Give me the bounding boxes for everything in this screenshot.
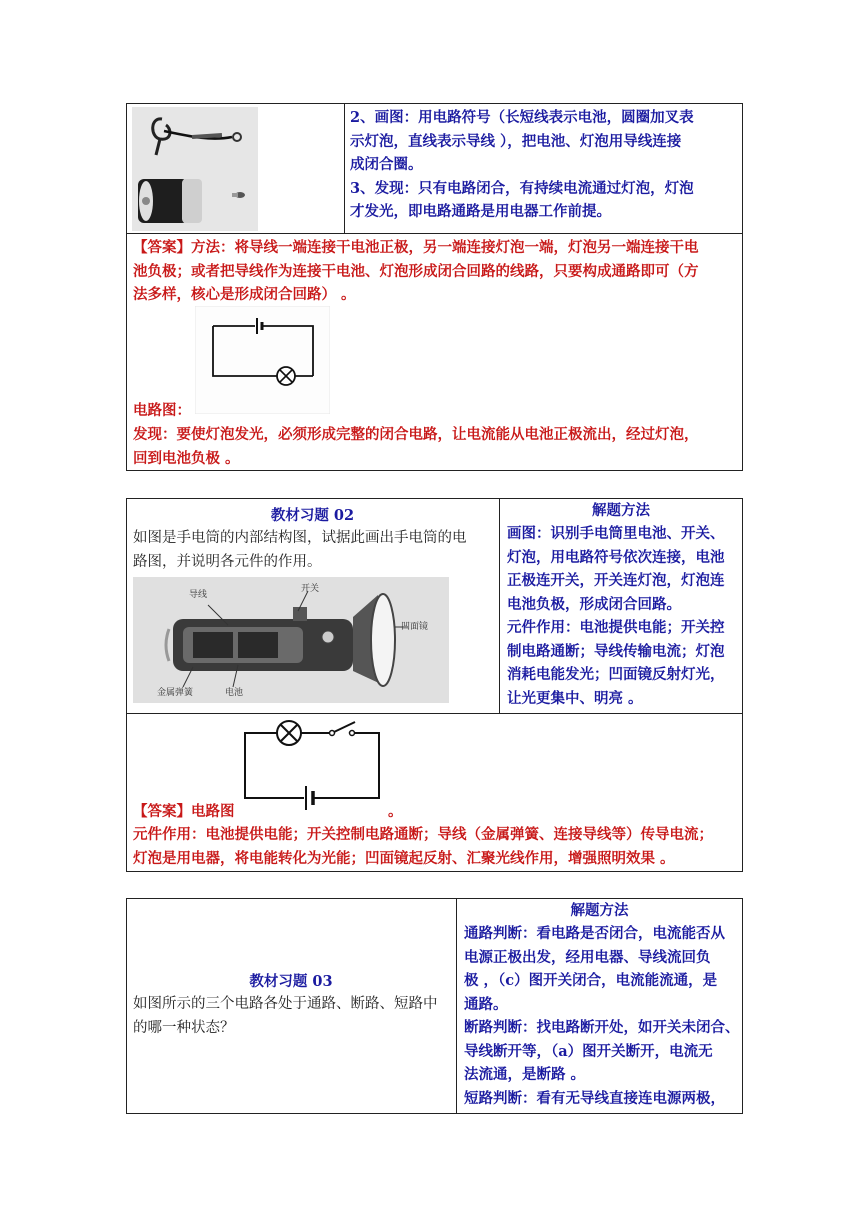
block2-title: 教材习题 02 [270,507,355,524]
block2-method-title: 解题方法 [592,502,650,519]
block3-method-line-7: 法流通，是断路 。 [464,1066,586,1083]
block1-line-4: 3、发现：只有电路闭合，有持续电流通过灯泡，灯泡 [350,179,694,197]
block2-method-line-8: 让光更集中、明亮 。 [507,689,643,707]
block3-question [133,993,456,1040]
flashlight-label-wire: 导线 [189,590,208,600]
battery-wire-photo [132,107,258,231]
block3-question-line-2: 的哪一种状态？ [133,1019,235,1036]
block1-right-text [350,106,740,224]
block2-answer-line-1: 元件作用：电池提供电能；开关控制电路通断；导线（金属弹簧、连接导线等）传导电流； [133,826,713,843]
block3-method-line-6: 导线断开等，（a）图开关断开，电流无 [464,1042,713,1060]
block1-finding-line-2: 回到电池负极 。 [133,449,240,467]
circuit-diagram-1 [195,306,330,414]
flashlight-label-spring: 金属弹簧 [157,688,194,698]
block2-method-line-4: 电池负极，形成闭合回路。 [507,595,681,613]
flashlight-label-battery: 电池 [225,688,244,698]
block3-method-line-8: 短路判断：看有无导线直接连电源两极， [464,1089,725,1107]
block1-circuit-label: 电路图： [133,402,191,419]
block3-title: 教材习题 03 [249,973,333,990]
flashlight-label-mirror: 凹面镜 [401,622,429,632]
block1-answer-line-3: 法多样，核心是形成闭合回路） 。 [133,286,356,303]
block2-answer [133,823,743,870]
flashlight-figure [133,577,449,703]
block2-question-line-1: 如图是手电筒的内部结构图，试据此画出手电筒的电 [133,530,467,546]
block2-method-line-6: 制电路通断；导线传输电流；灯泡 [507,642,725,660]
block3-col-divider [456,898,457,1114]
block1-finding [133,423,743,470]
block1-row-divider [126,233,743,234]
block1-line-3: 成闭合圈。 [350,156,423,173]
block2-question-line-2: 路图，并说明各元件的作用。 [133,553,322,570]
block3-method-line-3: 极 ，（c）图开关闭合，电流能流通，是 [464,972,718,989]
block1-line-5: 才发光，即电路通路是用电器工作前提。 [350,203,611,220]
block2-method-line-7: 消耗电能发光；凹面镜反射灯光， [507,666,725,683]
block1-line-2: 示灯泡，直线表示导线 ），把电池、灯泡用导线连接 [350,132,682,150]
block3-method [464,922,743,1110]
block1-finding-line-1: 发现：要使灯泡发光，必须形成完整的闭合电路，让电流能从电池正极流出，经过灯泡， [133,426,699,443]
circuit-diagram-2 [240,718,385,814]
block2-method-line-3: 正极连开关，开关连灯泡，灯泡连 [507,572,725,589]
block2-method [507,522,743,710]
block2-answer-suffix: 。 [388,803,403,820]
block2-row-divider [126,713,743,714]
block1-col-divider [344,103,345,234]
block2-method-line-5: 元件作用：电池提供电能；开关控 [507,619,725,636]
battery-wire-illustration [132,107,258,231]
block2-answer-line-2: 灯泡是用电器，将电能转化为光能；凹面镜起反射、汇聚光线作用，增强照明效果 。 [133,849,675,867]
block1-answer-line-1: 【答案】方法：将导线一端连接干电池正极，另一端连接灯泡一端，灯泡另一端连接干电 [133,239,699,256]
flashlight-label-switch: 开关 [301,584,320,594]
block3-method-line-2: 电源正极出发，经用电器、导线流回负 [464,948,711,966]
block2-col-divider [499,498,500,714]
block3-method-line-5: 断路判断：找电路断开处，如开关未闭合、 [464,1019,740,1036]
block3-question-line-1: 如图所示的三个电路各处于通路、断路、短路中 [133,996,438,1012]
block2-answer-prefix: 【答案】电路图 [133,803,235,820]
block1-line-1: 2、画图：用电路符号（长短线表示电池，圆圈加叉表 [350,109,694,126]
block3-method-line-4: 通路。 [464,995,508,1013]
block2-method-line-1: 画图：识别手电筒里电池、开关、 [507,525,725,542]
block1-answer-line-2: 池负极；或者把导线作为连接干电池、灯泡形成闭合回路的线路，只要构成通路即可（方 [133,262,699,280]
block2-method-line-2: 灯泡，用电路符号依次连接，电池 [507,548,725,566]
block2-question [133,527,499,574]
block1-answer [133,236,743,307]
block3-method-line-1: 通路判断：看电路是否闭合，电流能否从 [464,925,725,942]
block3-method-title: 解题方法 [570,902,629,919]
